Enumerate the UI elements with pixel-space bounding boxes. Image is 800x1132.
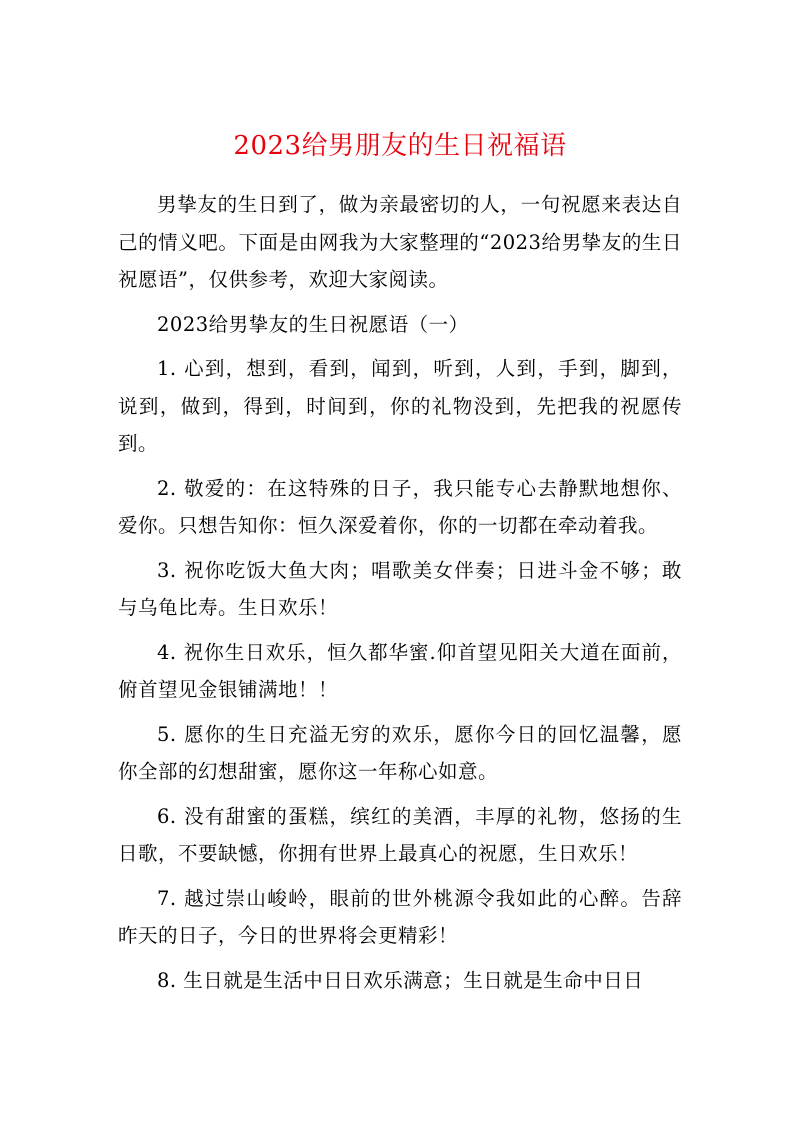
- document-title: 2023给男朋友的生日祝福语: [233, 131, 567, 161]
- wish-item-1: 1. 心到，想到，看到，闻到，听到，人到，手到，脚到，说到，做到，得到，时间到，你的礼物没到，先把我的祝愿传到。: [118, 357, 682, 455]
- wish-item-7: 7. 越过崇山峻岭，眼前的世外桃源令我如此的心醉。告辞昨天的日子，今日的世界将会更精彩！: [118, 886, 682, 947]
- wish-item-6: 6. 没有甜蜜的蛋糕，缤红的美酒，丰厚的礼物，悠扬的生日歌，不要缺憾，你拥有世界上最真心的祝愿，生日欢乐！: [118, 804, 682, 865]
- wish-item-8: 8. 生日就是生活中日日欢乐满意；生日就是生命中日日: [157, 968, 644, 992]
- wish-item-4: 4. 祝你生日欢乐，恒久都华蜜.仰首望见阳关大道在面前，俯首望见金银铺满地！！: [118, 640, 682, 701]
- wish-item-2: 2. 敬爱的：在这特殊的日子，我只能专心去静默地想你、爱你。只想告知你：恒久深爱着你，你的一切都在牵动着我。: [118, 476, 682, 537]
- wish-item-3: 3. 祝你吃饭大鱼大肉；唱歌美女伴奏；日进斗金不够；敢与乌龟比寿。生日欢乐！: [118, 558, 682, 619]
- intro-paragraph: 男挚友的生日到了，做为亲最密切的人，一句祝愿来表达自己的情义吧。下面是由网我为大家整理的“2023给男挚友的生日祝愿语”，仅供参考，欢迎大家阅读。: [118, 193, 682, 291]
- section-heading: 2023给男挚友的生日祝愿语（一）: [157, 312, 469, 336]
- wish-item-5: 5. 愿你的生日充溢无穷的欢乐，愿你今日的回忆温馨，愿你全部的幻想甜蜜，愿你这一年称心如意。: [118, 722, 682, 783]
